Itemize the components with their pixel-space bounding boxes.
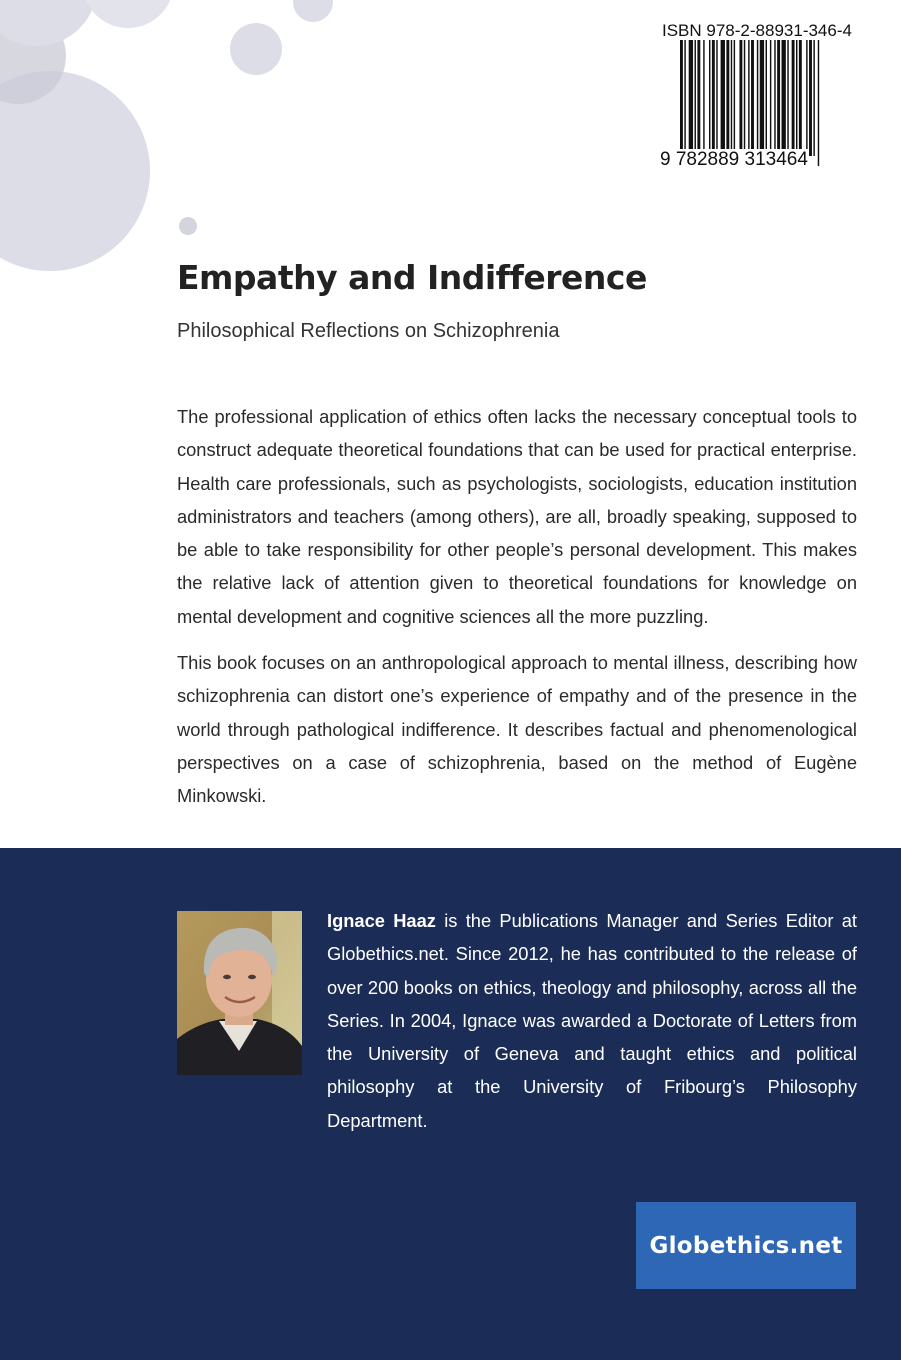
barcode-bar [695, 40, 696, 156]
barcode-bar [792, 40, 795, 156]
barcode-bar [809, 40, 812, 156]
barcode-bar [760, 40, 764, 156]
publisher-logo-text: Globethics.net [649, 1232, 843, 1259]
barcode-bar [748, 40, 749, 156]
barcode-bar [709, 40, 710, 156]
barcode-bar [689, 40, 693, 156]
barcode-bar [734, 40, 735, 156]
book-title: Empathy and Indifference [177, 258, 647, 297]
barcode-bar [818, 40, 819, 166]
barcode-bar [684, 40, 685, 166]
barcode-bar [716, 40, 717, 156]
barcode-bar [697, 40, 700, 156]
barcode-bar [744, 40, 745, 156]
barcode-bar [796, 40, 797, 156]
author-panel [0, 848, 901, 1360]
barcode-bar [782, 40, 786, 156]
barcode-bar [703, 40, 704, 156]
barcode-bar [757, 40, 758, 156]
book-description [177, 400, 857, 826]
author-name: Ignace Haaz [327, 910, 436, 931]
barcode-bar [680, 40, 683, 166]
barcode-bar [774, 40, 775, 156]
description-paragraph: This book focuses on an anthropological approach to mental illness, describing how schizophrenia can distort one’s experience of empathy and of the presence in the world through pathological indifference. It describes factual and phenomenological perspectives on a case of schizophrenia, based on the method of Eugène Minkowski. [177, 652, 857, 807]
barcode-bar [751, 40, 754, 166]
barcode-bar [766, 40, 767, 156]
barcode-bar [787, 40, 788, 156]
barcode-digits: 9 782889 313464 [660, 149, 808, 170]
barcode-bar [770, 40, 771, 156]
description-paragraph: The professional application of ethics often lacks the necessary conceptual tools to construct adequate theoretical foundations that can be used for practical enterprise. Health care professionals, such as psychologists, sociologists, education institution administrators and teachers (among others), are all, broadly speaking, supposed to be able to take responsibility for other people’s personal development. This makes the relative lack of attention given to theoretical foundations for knowledge on mental development and cognitive sciences all the more puzzling. [177, 406, 857, 627]
author-bio [327, 904, 857, 1137]
book-subtitle: Philosophical Reflections on Schizophrenia [177, 320, 560, 342]
barcode-bar [813, 40, 814, 156]
barcode-bar [731, 40, 732, 156]
barcode-bar [721, 40, 725, 156]
barcode-bar [712, 40, 715, 156]
author-bio-text: is the Publications Manager and Series Editor at Globethics.net. Since 2012, he has contributed to the release of over 200 books on ethics, theology and philosophy, across all the Series. In 2004, Ignace was awarded a Doctorate of Letters from the University of Geneva and taught ethics and political philosophy at the University of Fribourg’s Philosophy Department. [327, 910, 858, 1131]
barcode-bar [739, 40, 742, 156]
isbn-label: ISBN 978-2-88931-346-4 [662, 21, 852, 40]
barcode-bar [799, 40, 802, 156]
publisher-logo [636, 1202, 856, 1289]
barcode-bar [806, 40, 807, 156]
barcode-bar [777, 40, 780, 156]
barcode-bar [726, 40, 729, 156]
author-photo [177, 911, 302, 1075]
isbn-barcode [656, 16, 856, 176]
